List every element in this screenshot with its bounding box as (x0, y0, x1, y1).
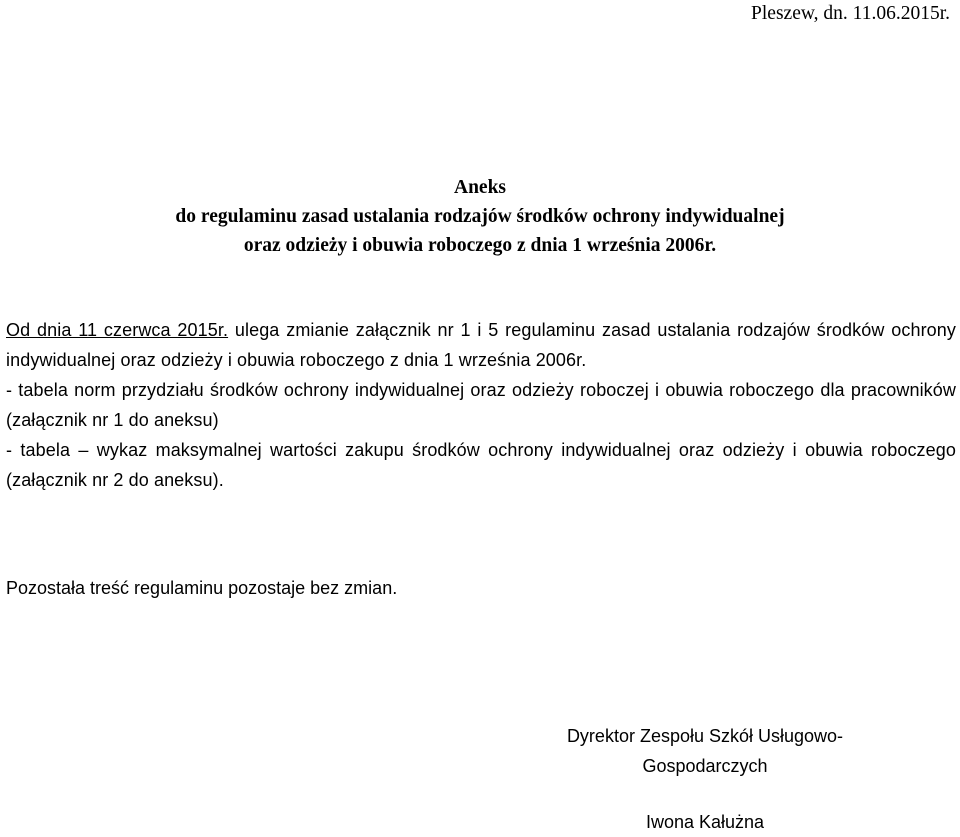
closing-statement: Pozostała treść regulaminu pozostaje bez zmian. (6, 578, 398, 598)
list-item-2: - tabela – wykaz maksymalnej wartości zakupu środków ochrony indywidualnej oraz odzieży i obuwia roboczego (załącznik nr 2 do aneksu). (6, 440, 956, 490)
signature-title-line-1: Dyrektor Zespołu Szkół Usługowo- (566, 726, 844, 746)
title-line-3: oraz odzieży i obuwia roboczego z dnia 1 września 2006r. (243, 235, 717, 256)
signature-block (525, 721, 885, 837)
title-line-1: Aneks (453, 177, 507, 198)
signature-title-line-2: Gospodarczych (642, 756, 768, 776)
intro-paragraph (6, 315, 956, 375)
intro-text: ulega zmianie załącznik nr 1 i 5 regulaminu zasad ustalania rodzajów środków ochrony indywidualnej oraz odzieży i obuwia roboczego z dnia 1 września 2006r. (6, 320, 956, 370)
signatory-name: Iwona Kałużna (645, 812, 765, 832)
list-item-1: - tabela norm przydziału środków ochrony indywidualnej oraz odzieży roboczej i obuwia roboczego dla pracowników (załącznik nr 1 do aneksu) (6, 380, 956, 430)
effective-date: Od dnia 11 czerwca 2015r. (6, 320, 229, 340)
title-line-2: do regulaminu zasad ustalania rodzajów środków ochrony indywidualnej (175, 206, 785, 227)
place-and-date: Pleszew, dn. 11.06.2015r. (751, 3, 950, 24)
document-body (6, 315, 956, 495)
document-title (0, 173, 960, 260)
